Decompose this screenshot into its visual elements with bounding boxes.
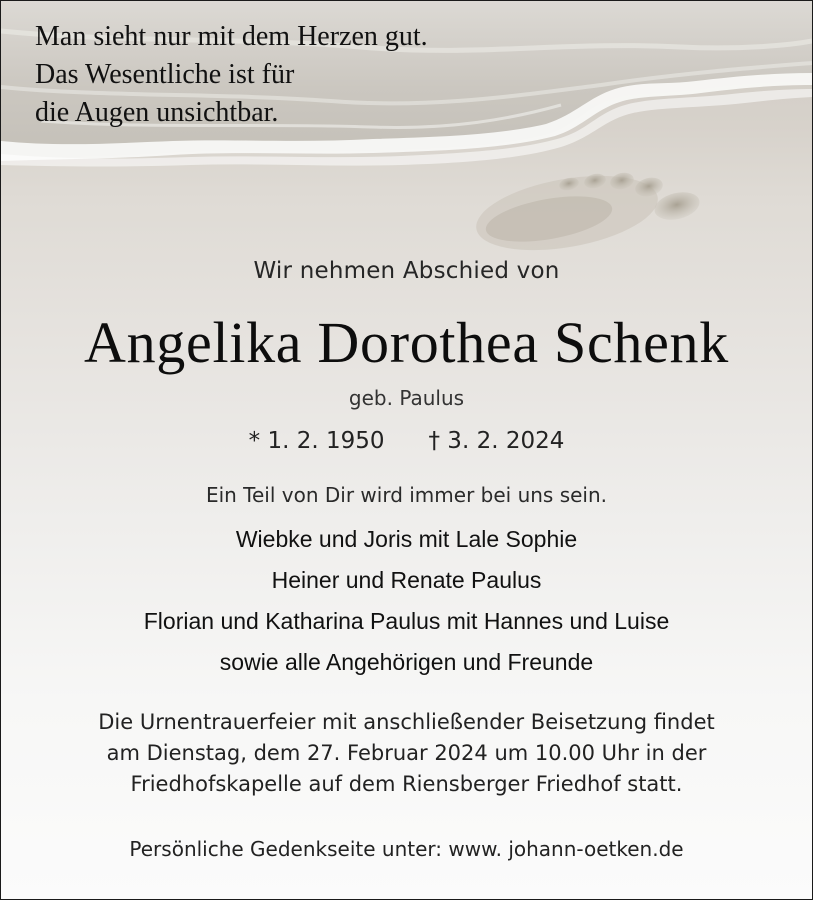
maiden-name: geb. Paulus — [348, 386, 465, 410]
death-date: † 3. 2. 2024 — [428, 428, 565, 454]
footprint — [470, 164, 702, 263]
quote-block — [35, 18, 595, 132]
remembrance-line: Ein Teil von Dir wird immer bei uns sein. — [205, 483, 608, 507]
mourner-line: Heiner und Renate Paulus — [271, 567, 542, 593]
life-dates — [1, 428, 812, 454]
ceremony-line: Friedhofskapelle auf dem Riensberger Friedhof statt. — [130, 772, 683, 796]
quote-line: die Augen unsichtbar. — [35, 97, 279, 128]
ceremony-details — [1, 707, 812, 800]
ceremony-line: Die Urnentrauerfeier mit anschließender Beisetzung findet — [98, 710, 715, 734]
mourner-line: Florian und Katharina Paulus mit Hannes und Luise — [143, 608, 670, 634]
memorial-page-text: Persönliche Gedenkseite unter: www. johann-oetken.de — [129, 837, 684, 861]
mourners-list — [1, 519, 812, 683]
mourner-line: Wiebke und Joris mit Lale Sophie — [235, 526, 578, 552]
quote-line: Man sieht nur mit dem Herzen gut. — [35, 21, 428, 52]
mourner-line: sowie alle Angehörigen und Freunde — [219, 649, 594, 675]
quote-line: Das Wesentliche ist für — [35, 59, 295, 90]
ceremony-line: am Dienstag, dem 27. Februar 2024 um 10.00 Uhr in der — [106, 741, 707, 765]
farewell-intro: Wir nehmen Abschied von — [253, 258, 560, 284]
birth-date: * 1. 2. 1950 — [248, 428, 385, 454]
deceased-name: Angelika Dorothea Schenk — [84, 310, 729, 375]
